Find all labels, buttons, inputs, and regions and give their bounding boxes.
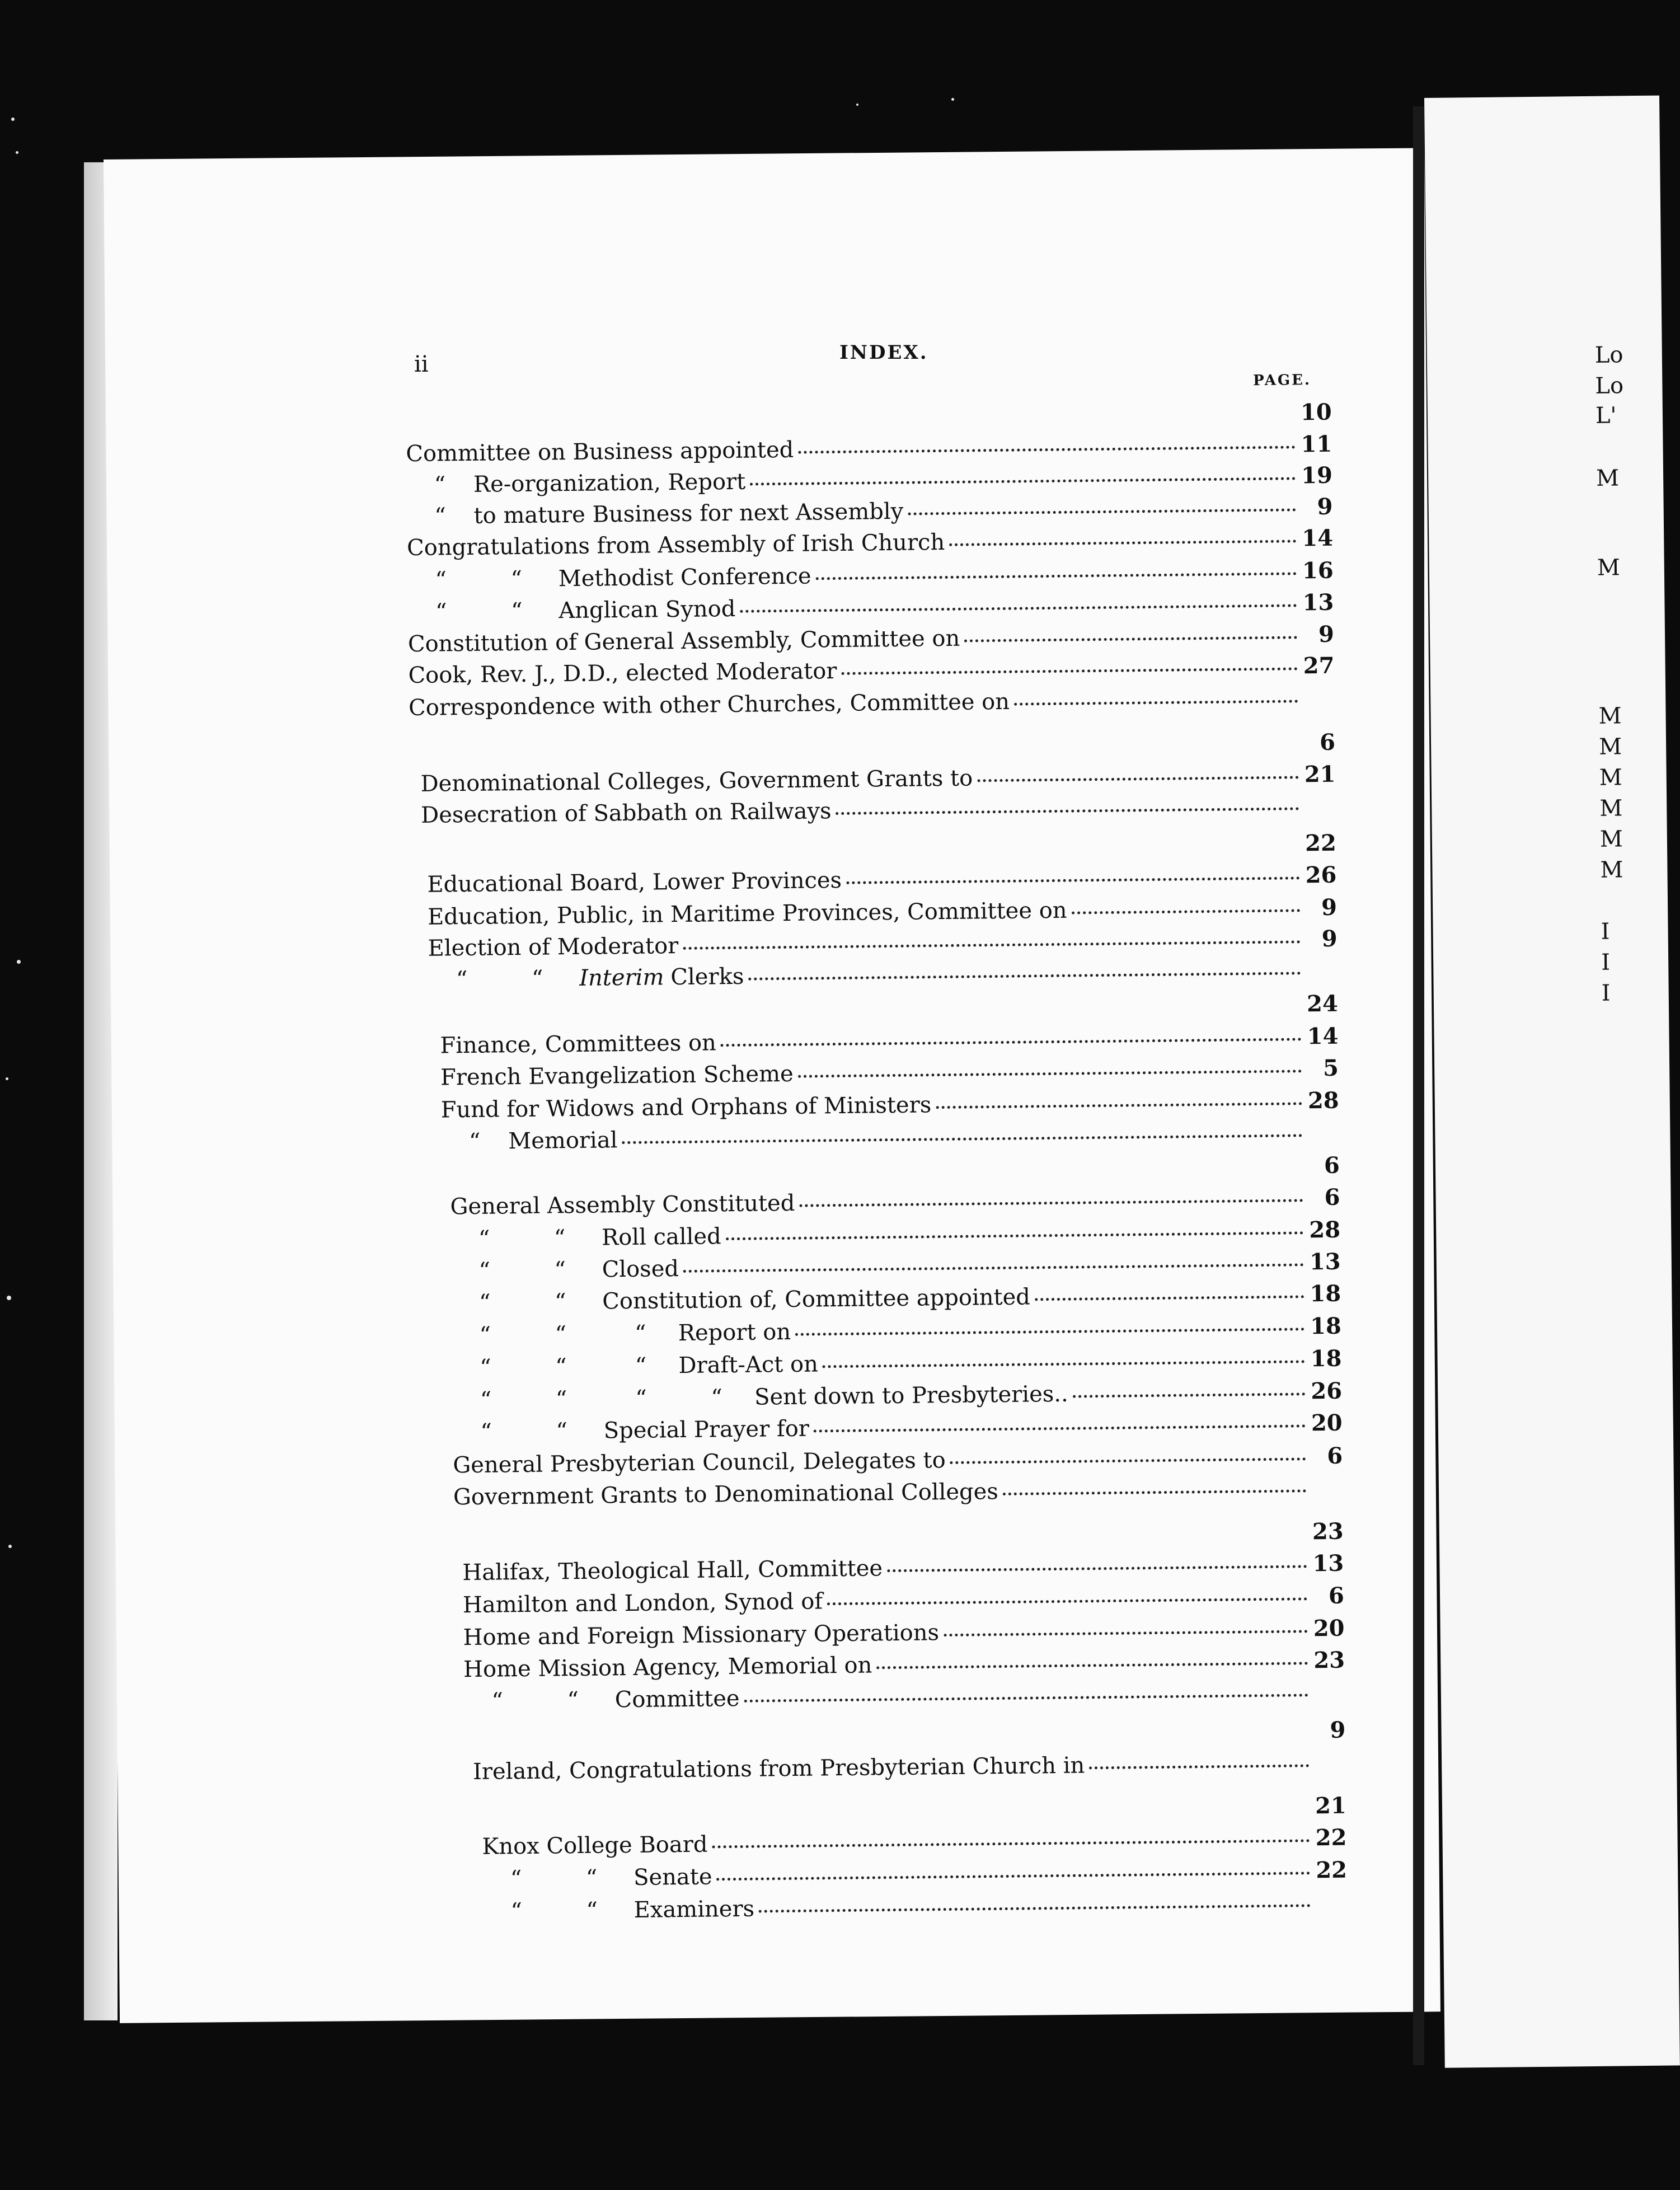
right-page-fragment-text: M (1598, 703, 1622, 729)
page-reference (1303, 813, 1336, 814)
index-entry-text: Special Prayer for (603, 1415, 810, 1444)
ditto-mark: “ (635, 1353, 647, 1379)
page-reference: 23 (1312, 1518, 1344, 1545)
dot-leader (1072, 909, 1300, 914)
index-entry (450, 1216, 1341, 1252)
right-page-fragment-text: M (1600, 857, 1623, 883)
dot-leader (908, 508, 1296, 515)
right-page-fragment-text: M (1599, 795, 1623, 822)
index-entry (408, 652, 1335, 689)
dot-leader (876, 1662, 1308, 1669)
index-entry-text: Roll called (601, 1223, 721, 1251)
ditto-mark: “ (711, 1385, 723, 1411)
page-reference: 24 (1306, 990, 1339, 1017)
right-page-fragment-text: M (1599, 765, 1622, 791)
dot-leader (410, 416, 1295, 426)
index-page-number-row (440, 990, 1339, 1025)
index-entry (464, 1681, 1345, 1713)
right-page-fragment-text: Lo (1595, 373, 1624, 399)
index-entry (409, 687, 1335, 719)
index-entry (482, 1856, 1348, 1892)
ditto-mark: “ (434, 503, 447, 529)
page-reference: 26 (1305, 861, 1337, 889)
ditto-mark: “ (555, 1354, 567, 1380)
dot-leader (827, 1597, 1307, 1605)
dot-leader (799, 1199, 1303, 1207)
ditto-mark: “ (634, 1320, 646, 1347)
ditto-mark: “ (556, 1418, 568, 1445)
dot-leader (964, 636, 1297, 642)
index-entry-text: Constitution of, Committee appointed (602, 1284, 1031, 1315)
index-entry (453, 1442, 1343, 1479)
index-entry-text: Government Grants to Denominational Colleges (453, 1479, 999, 1511)
index-entry (441, 1122, 1339, 1153)
page-reference: 18 (1310, 1280, 1341, 1307)
index-entry (406, 430, 1332, 467)
scan-speck (951, 98, 954, 101)
ditto-mark: “ (456, 966, 468, 993)
index-entry-text: Congratulations from Assembly of Irish Church (406, 529, 945, 561)
scan-speck (6, 1077, 8, 1080)
right-page-fragment-text: M (1599, 826, 1623, 852)
index-entry (407, 589, 1334, 625)
page-reference: 14 (1302, 524, 1334, 552)
index-entry-text: Denominational Colleges, Government Grants to (420, 765, 973, 797)
index-entry (463, 1617, 1344, 1649)
index-page-number-row (450, 1152, 1340, 1187)
index-entry-text: Anglican Synod (559, 595, 736, 624)
ditto-mark: “ (510, 1866, 522, 1892)
index-entry-text: Education, Public, in Maritime Provinces, Committee on (427, 897, 1067, 930)
index-entry (407, 621, 1335, 658)
dot-leader (477, 1734, 1309, 1743)
page-reference: 6 (1327, 1442, 1343, 1469)
index-entry-text (579, 965, 744, 990)
page-reference: 20 (1313, 1615, 1345, 1642)
index-page-number-row (472, 1719, 1345, 1751)
index-entry-text: Home and Foreign Missionary Operations (463, 1620, 940, 1651)
page-reference: 21 (1304, 761, 1336, 788)
scan-speck (8, 1545, 12, 1548)
index-entry (407, 557, 1334, 593)
ditto-mark: “ (555, 1321, 567, 1348)
right-page-fragment-text: Lo (1594, 342, 1623, 368)
dot-leader (748, 972, 1301, 980)
dot-leader (949, 540, 1296, 546)
index-entry (406, 493, 1333, 529)
index-entry (451, 1280, 1341, 1316)
index-entry (440, 1087, 1339, 1123)
ditto-mark: “ (554, 1289, 566, 1315)
index-entry (462, 1582, 1345, 1619)
page-reference (1311, 1495, 1343, 1496)
ditto-mark: “ (554, 1257, 566, 1283)
page-reference: 20 (1311, 1409, 1343, 1437)
dot-leader (836, 807, 1299, 815)
dot-leader (1035, 1295, 1304, 1301)
index-entry (452, 1377, 1343, 1413)
index-entry-text: Knox College Board (482, 1831, 708, 1860)
index-entry-italic-text: Interim (579, 964, 664, 991)
index-entry-text: Correspondence with other Churches, Committee on (408, 688, 1010, 721)
right-page-fragment-text: M (1595, 465, 1620, 491)
right-page-fragment-text: M (1597, 555, 1621, 581)
index-entry-text: Memorial (508, 1127, 618, 1155)
index-entry (421, 795, 1336, 827)
index-page-number-row (462, 1518, 1344, 1552)
page-reference: 11 (1301, 430, 1332, 458)
index-entry (453, 1477, 1343, 1509)
ditto-mark: “ (479, 1322, 491, 1348)
index-entry (420, 763, 1335, 795)
dot-leader (683, 1263, 1304, 1273)
right-page-fragment-text: I (1601, 949, 1611, 976)
dot-leader (740, 604, 1297, 612)
page-reference: 6 (1324, 1152, 1340, 1179)
page-reference: 9 (1321, 894, 1338, 921)
index-entry (462, 1550, 1344, 1586)
index-entry-text: to mature Business for next Assembly (473, 498, 904, 529)
index-entry-text: Senate (633, 1864, 712, 1891)
index-entry (440, 1054, 1339, 1091)
index-entry-text: Re-organization, Report (473, 468, 746, 498)
ditto-mark: “ (468, 1128, 481, 1155)
ditto-mark: “ (435, 567, 447, 593)
page-reference: 28 (1307, 1087, 1339, 1114)
index-page-number-row (482, 1792, 1347, 1826)
scan-speck (17, 960, 21, 964)
index-entry-text: Ireland, Congratulations from Presbyterian Church in (472, 1752, 1085, 1785)
dot-leader (814, 1424, 1306, 1432)
page-reference: 14 (1307, 1023, 1339, 1050)
dot-leader (887, 1565, 1307, 1572)
dot-leader (750, 477, 1296, 485)
page-reference: 13 (1302, 589, 1334, 616)
ditto-mark: “ (586, 1897, 598, 1924)
index-entry-text: Finance, Committees on (440, 1030, 717, 1059)
page-title: INDEX. (839, 341, 928, 364)
page-reference: 21 (1315, 1792, 1347, 1819)
ditto-mark: “ (434, 472, 446, 498)
index-entry (450, 1184, 1340, 1220)
page-column-label: PAGE. (1252, 372, 1312, 390)
ditto-mark: “ (478, 1258, 491, 1284)
page-reference (1315, 1910, 1348, 1911)
page-reference: 13 (1312, 1550, 1344, 1577)
dot-leader (1003, 1489, 1306, 1495)
index-entry-text-rest: Clerks (670, 963, 744, 991)
dot-leader (846, 876, 1299, 884)
right-page-fragment-text: M (1598, 734, 1622, 760)
index-entry-text: French Evangelization Scheme (440, 1061, 794, 1091)
index-entry-text: Fund for Widows and Orphans of Ministers (440, 1092, 932, 1123)
dot-leader (977, 776, 1298, 782)
index-entry-text: Examiners (633, 1896, 755, 1923)
ditto-mark: “ (510, 566, 523, 593)
page-reference: 22 (1315, 1824, 1347, 1851)
page-reference: 6 (1328, 1582, 1345, 1609)
index-entry (482, 1824, 1347, 1860)
ditto-mark: “ (478, 1289, 491, 1316)
index-entry (452, 1312, 1342, 1348)
ditto-mark: “ (553, 1225, 566, 1251)
index-entry-text: General Assembly Constituted (450, 1190, 795, 1220)
index-entry (463, 1649, 1345, 1681)
index-entry-text: General Presbyterian Council, Delegates to (453, 1447, 946, 1479)
ditto-mark: “ (567, 1687, 579, 1714)
dot-leader (950, 1457, 1306, 1464)
ditto-mark: “ (585, 1865, 598, 1891)
page-reference: 9 (1318, 621, 1335, 648)
page-reference: 9 (1317, 493, 1333, 520)
index-entry-text: Draft-Act on (678, 1351, 819, 1379)
index-entry-text: Constitution of General Assembly, Committee on (407, 625, 960, 658)
index-entry (428, 959, 1338, 991)
index-entry-text: Election of Moderator (428, 933, 679, 962)
dot-leader (1089, 1764, 1309, 1769)
index-entry-text: Methodist Conference (558, 563, 811, 592)
page-reference: 27 (1303, 652, 1335, 679)
page-reference: 6 (1319, 729, 1336, 756)
page-reference: 5 (1322, 1054, 1339, 1081)
scan-speck (11, 118, 15, 121)
page-reference: 10 (1300, 398, 1332, 426)
dot-leader (1073, 1392, 1305, 1398)
page-reference: 6 (1324, 1184, 1340, 1211)
ditto-mark: “ (491, 1688, 504, 1714)
dot-leader (721, 1038, 1302, 1047)
dot-leader (798, 1070, 1302, 1077)
index-entry-text: Educational Board, Lower Provinces (427, 867, 842, 898)
index-entry-text: Home Mission Agency, Memorial on (463, 1652, 872, 1683)
ditto-mark: “ (635, 1385, 647, 1411)
index-entry-text: Cook, Rev. J., D.D., elected Moderator (408, 658, 837, 689)
ditto-mark: “ (555, 1386, 567, 1413)
index-page-number-row (406, 398, 1332, 433)
dot-leader (726, 1231, 1303, 1240)
index-entry (427, 861, 1337, 898)
page-reference: 13 (1309, 1248, 1341, 1275)
dot-leader (816, 572, 1297, 580)
dot-leader (622, 1134, 1302, 1144)
page-reference: 9 (1321, 925, 1338, 952)
ditto-mark: “ (510, 598, 523, 625)
page-reference: 18 (1310, 1312, 1342, 1340)
dot-leader (717, 1872, 1311, 1881)
dot-leader (759, 1904, 1311, 1912)
dot-leader (936, 1102, 1302, 1109)
dot-leader (1014, 700, 1298, 705)
dot-leader (795, 1328, 1304, 1336)
ditto-mark: “ (480, 1354, 491, 1381)
ditto-mark: “ (478, 1226, 490, 1252)
dot-leader (841, 667, 1297, 675)
right-page-fragment-text: L' (1595, 402, 1617, 429)
index-entry (406, 462, 1333, 498)
index-entry (440, 1025, 1338, 1057)
scan-speck (16, 151, 18, 154)
right-page-fragment-text: I (1601, 980, 1611, 1006)
page-reference (1313, 1770, 1346, 1771)
dot-leader (683, 940, 1300, 950)
index-entry-text: Hamilton and London, Synod of (462, 1588, 823, 1619)
dot-leader (798, 445, 1295, 453)
index-entry-text: Closed (602, 1256, 679, 1283)
dot-leader (944, 1630, 1307, 1636)
page-reference: 9 (1330, 1717, 1346, 1743)
page-reference: 22 (1316, 1856, 1348, 1884)
index-page-number-row (427, 829, 1337, 864)
index-page-number-row (420, 731, 1335, 763)
dot-leader (486, 1810, 1310, 1818)
page-reference: 23 (1313, 1647, 1345, 1674)
dot-leader (712, 1839, 1310, 1848)
right-page-fragment-text: I (1601, 918, 1610, 945)
index-entry (450, 1248, 1341, 1284)
index-entry-text: Report on (678, 1319, 791, 1347)
page-reference: 26 (1311, 1377, 1343, 1405)
dot-leader (744, 1694, 1308, 1703)
page-number: ii (414, 351, 429, 377)
dot-leader (454, 1170, 1303, 1179)
index-entry (453, 1409, 1343, 1445)
page-reference: 19 (1301, 462, 1333, 489)
dot-leader (444, 1008, 1301, 1017)
ditto-mark: “ (510, 1898, 523, 1925)
index-entry (406, 524, 1334, 561)
dot-leader (431, 847, 1299, 856)
page-reference (1307, 1140, 1339, 1141)
scan-speck (856, 104, 858, 106)
dot-leader (425, 747, 1298, 756)
page-reference: 22 (1304, 829, 1337, 857)
ditto-mark: “ (480, 1387, 492, 1413)
index-entry (427, 894, 1338, 930)
page-reference: 16 (1302, 557, 1334, 584)
ditto-mark: “ (480, 1419, 492, 1445)
page-reference: 28 (1309, 1216, 1341, 1244)
ditto-mark: “ (531, 965, 543, 992)
index-entry (428, 925, 1338, 962)
dot-leader (823, 1360, 1305, 1368)
index-entry-text: Desecration of Sabbath on Railways (420, 798, 832, 828)
ditto-mark: “ (435, 599, 447, 625)
index-entry (473, 1752, 1346, 1783)
page-reference: 18 (1310, 1345, 1342, 1372)
index-entry-text: Halifax, Theological Hall, Committee (462, 1555, 883, 1586)
index-entry (452, 1345, 1342, 1381)
index-entry-text: Committee (614, 1685, 740, 1713)
index-entry-text: Committee on Business appointed (406, 437, 794, 467)
dot-leader (467, 1536, 1307, 1545)
index-entry (482, 1892, 1347, 1923)
scan-speck (7, 1296, 11, 1300)
index-entry-text: Sent down to Presbyteries.. (754, 1381, 1068, 1410)
